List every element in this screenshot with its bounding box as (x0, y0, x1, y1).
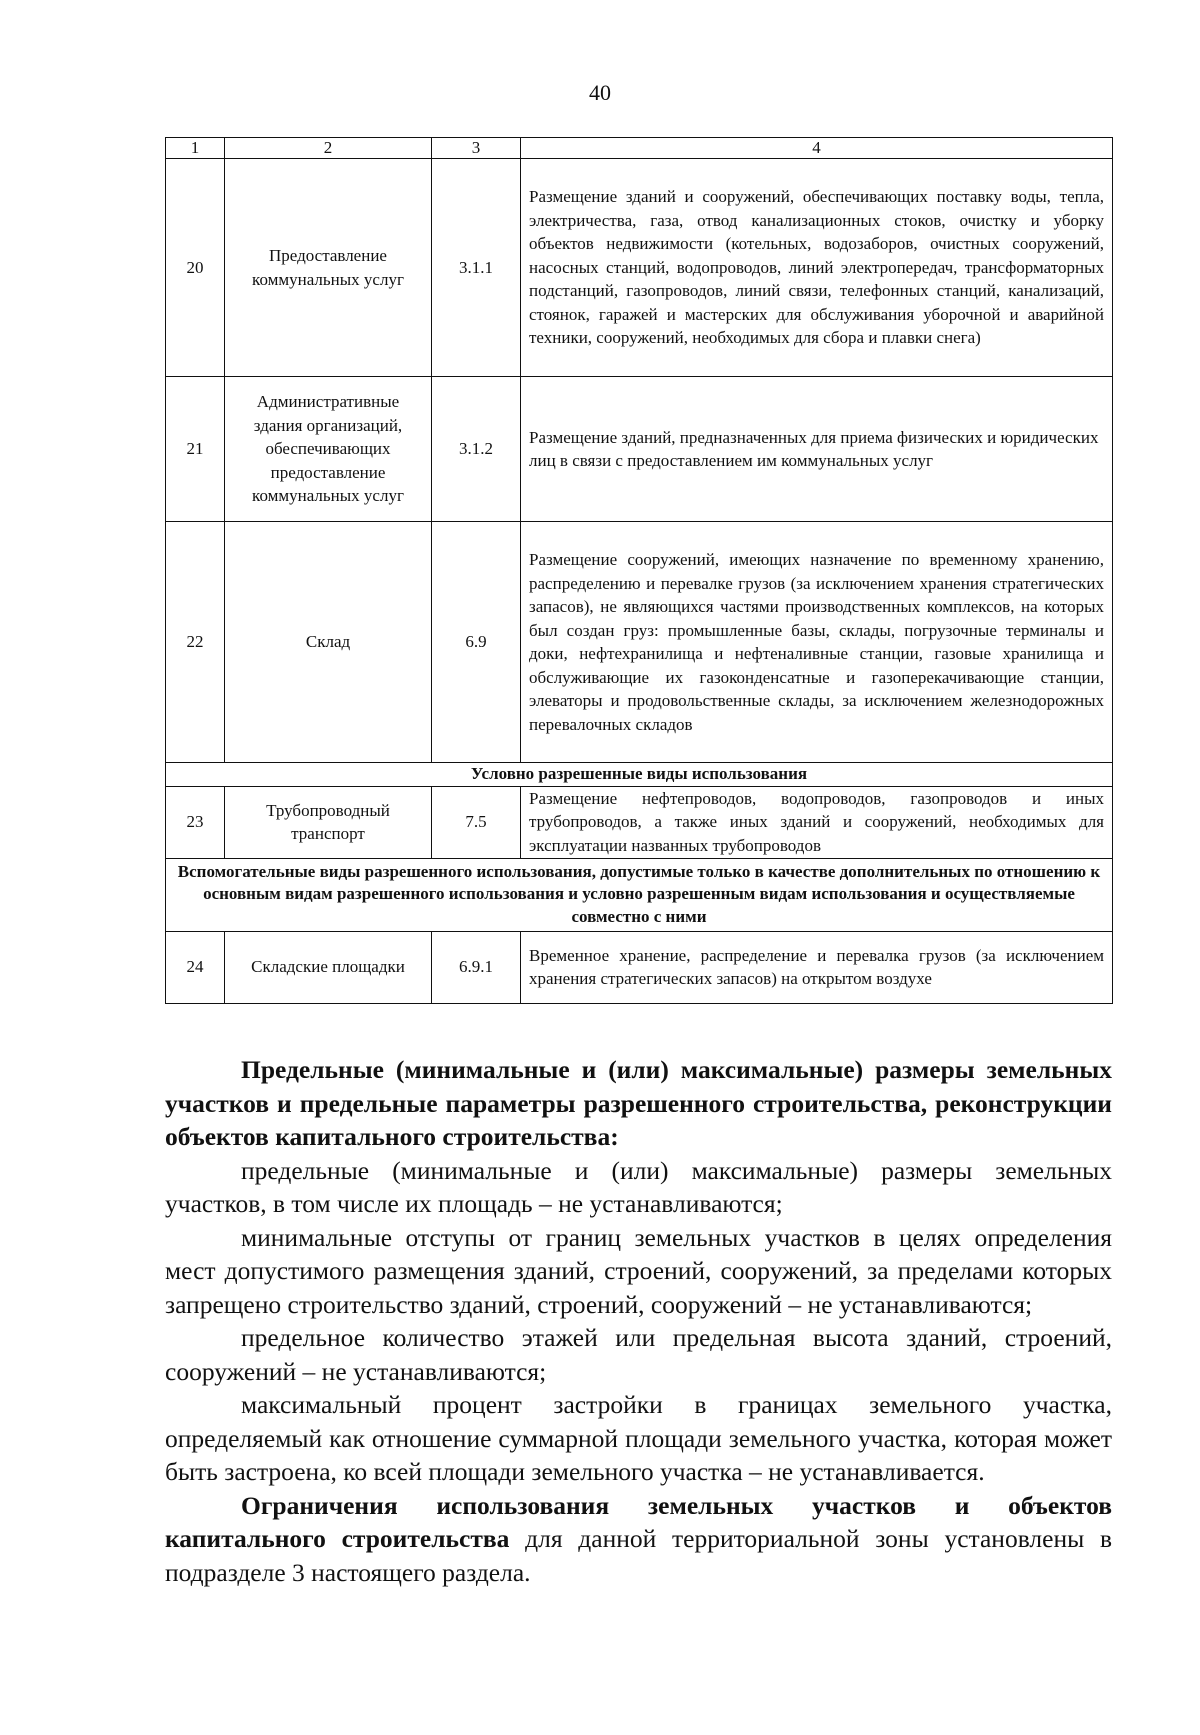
paragraph-plot-sizes: предельные (минимальные и (или) максимальные) размеры земельных участков, в том числе их площадь – не устанавливаются; (165, 1155, 1112, 1218)
paragraph-setbacks: минимальные отступы от границ земельных участков в целях определения мест допустимого размещения зданий, строений, сооружений, за пределами которых запрещено строительство зданий, строений, сооружений – не устанавливаются; (165, 1222, 1112, 1319)
table-row (166, 159, 1113, 377)
row-number: 23 (166, 786, 225, 858)
section-title-auxiliary: Вспомогательные виды разрешенного использования, допустимые только в качестве дополнительных по отношению к основным видам разрешенного использования и условно разрешенным видам использования и осуществляемые совместно с ними (166, 858, 1113, 931)
limits-heading: Предельные (минимальные и (или) максимальные) размеры земельных участков и предельные параметры разрешенного строительства, реконструкции объектов капитального строительства: (165, 1055, 1112, 1151)
table-row (166, 786, 1113, 858)
restrictions-rest: для данной территориальной зоны установлены в подразделе 3 настоящего раздела. (165, 1524, 1113, 1587)
land-use-table (165, 137, 1113, 1004)
table-header-row (166, 138, 1113, 159)
row-number: 20 (166, 159, 225, 377)
paragraph-restrictions (165, 1489, 1112, 1590)
header-cell-2: 2 (225, 138, 432, 159)
use-description: Размещение зданий, предназначенных для приема физических и юридических лиц в связи с предоставлением им коммунальных услуг (521, 377, 1113, 522)
paragraph-coverage: максимальный процент застройки в границах земельного участка, определяемый как отношение суммарной площади земельного участка, которая может быть застроена, ко всей площади земельного участка – не устанавливается. (165, 1390, 1112, 1486)
section-title-conditional: Условно разрешенные виды использования (166, 763, 1113, 787)
header-cell-3: 3 (432, 138, 521, 159)
header-cell-1: 1 (166, 138, 225, 159)
use-description: Размещение зданий и сооружений, обеспечивающих поставку воды, тепла, электричества, газа, отвод канализационных стоков, очистку и уборку объектов недвижимости (котельных, водозаборов, очистных сооружений, насосных станций, водопроводов, линий электропередач, трансформаторных подстанций, газопроводов, линий связи, телефонных станций, канализаций, стоянок, гаражей и мастерских для обслуживания уборочной и аварийной техники, сооружений, необходимых для сбора и плавки снега) (521, 159, 1113, 377)
restrictions-bold-lead: Ограничения использования земельных участков и объектов капитального строительства (165, 1490, 1112, 1553)
body-text (165, 1053, 1112, 1589)
table-row (166, 522, 1113, 763)
use-name: Административные здания организаций, обеспечивающих предоставление коммунальных услуг (225, 377, 432, 522)
row-number: 24 (166, 931, 225, 1003)
use-code: 6.9.1 (432, 931, 521, 1003)
use-description: Временное хранение, распределение и перевалка грузов (за исключением хранения стратегических запасов) на открытом воздухе (521, 931, 1113, 1003)
header-cell-4: 4 (521, 138, 1113, 159)
use-name: Склад (225, 522, 432, 763)
use-name: Трубопроводный транспорт (225, 786, 432, 858)
table-row (166, 377, 1113, 522)
use-code: 3.1.1 (432, 159, 521, 377)
page-number: 40 (589, 80, 611, 105)
use-description: Размещение сооружений, имеющих назначение по временному хранению, распределению и перевалке грузов (за исключением хранения стратегических запасов), не являющихся частями производственных комплексов, на которых был создан груз: промышленные базы, склады, погрузочные терминалы и доки, нефтехранилища и нефтеналивные станции, газовые хранилища и обслуживающие их газоконденсатные и газоперекачивающие станции, элеваторы и продовольственные склады, за исключением железнодорожных перевалочных складов (521, 522, 1113, 763)
use-code: 7.5 (432, 786, 521, 858)
use-name: Складские площадки (225, 931, 432, 1003)
row-number: 22 (166, 522, 225, 763)
table-row (166, 931, 1113, 1003)
row-number: 21 (166, 377, 225, 522)
section-row-auxiliary (166, 858, 1113, 931)
use-code: 6.9 (432, 522, 521, 763)
use-description: Размещение нефтепроводов, водопроводов, газопроводов и иных трубопроводов, а также иных зданий и сооружений, необходимых для эксплуатации названных трубопроводов (521, 786, 1113, 858)
section-row-conditional (166, 763, 1113, 787)
use-code: 3.1.2 (432, 377, 521, 522)
paragraph-floors: предельное количество этажей или предельная высота зданий, строений, сооружений – не устанавливаются; (165, 1323, 1112, 1386)
use-name: Предоставление коммунальных услуг (225, 159, 432, 377)
